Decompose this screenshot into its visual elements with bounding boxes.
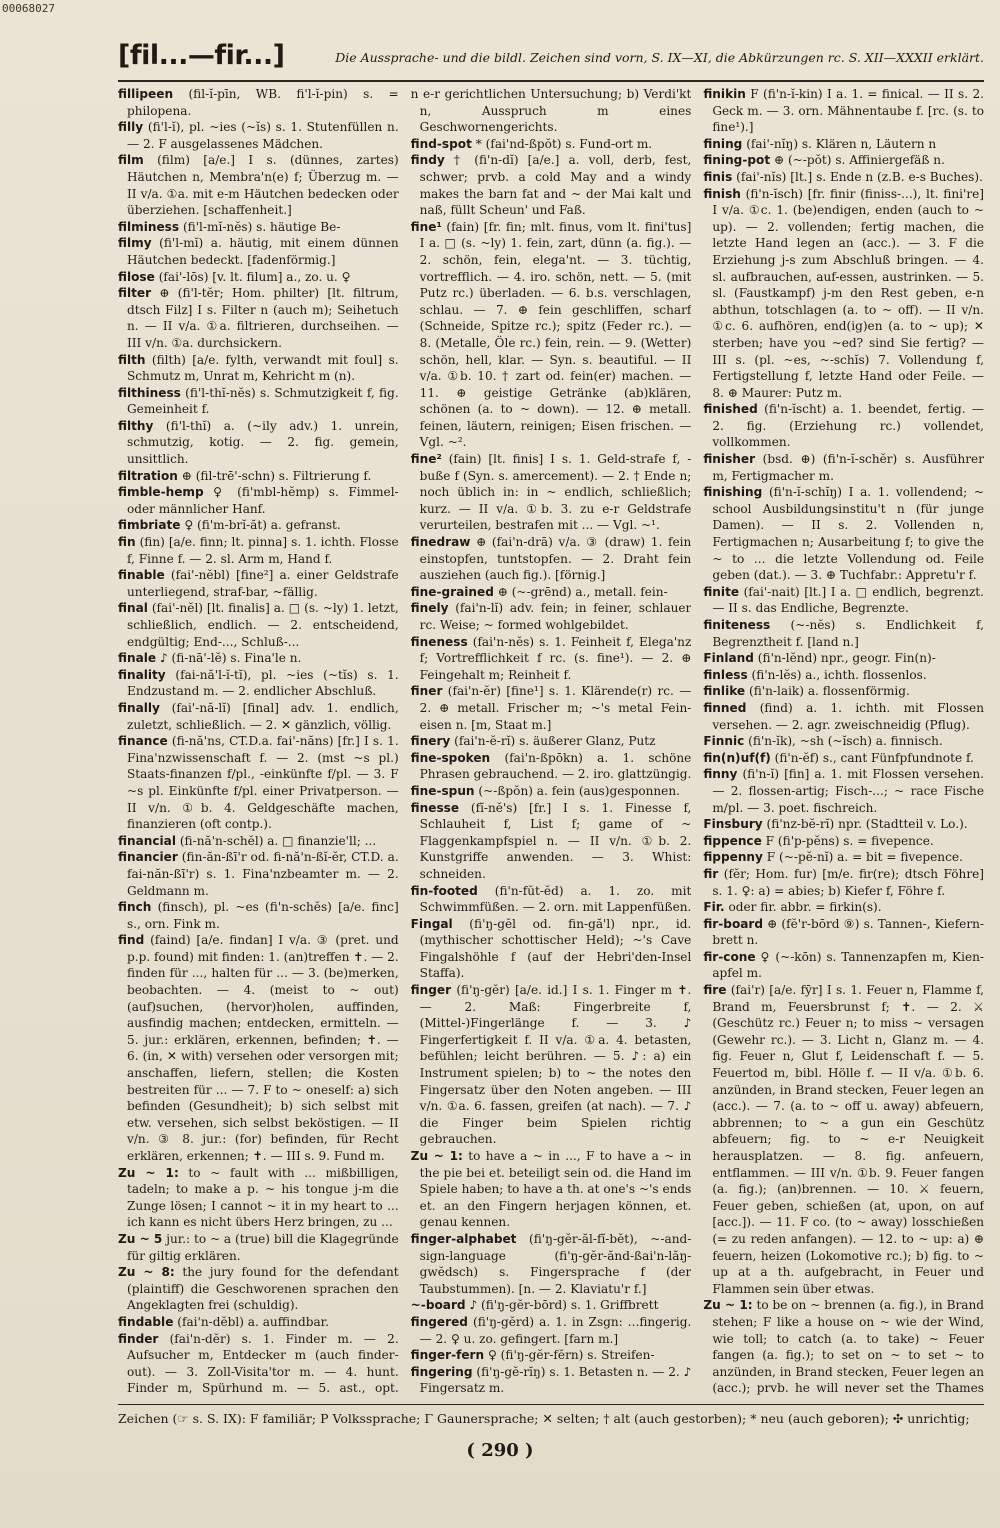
page-number: ( 290 ) <box>466 1440 534 1461</box>
entry-text: (fai'n-lĭ) adv. fein; in feiner, schlauer rc. Weise; ~ formed wohlgebildet. <box>419 601 692 632</box>
entry-headword: finikin <box>703 87 746 101</box>
entry-text: (fil-ĭ-pīn, WB. fi'l-ĭ-pin) s. = philopena. <box>127 87 399 118</box>
entry-headword: fir-board <box>703 916 764 931</box>
dictionary-entry <box>411 1314 692 1347</box>
entry-text: (fai'-nĕbl) [fine²] a. einer Geldstrafe unterliegend, straf-bar, ~fällig. <box>127 568 399 599</box>
entry-headword: finely <box>410 601 449 616</box>
entry-headword: finisher <box>703 452 756 467</box>
entry-headword: fine¹ <box>410 219 442 234</box>
entry-headword: fin(n)uf(f) <box>703 750 771 765</box>
dictionary-entry <box>411 1148 692 1231</box>
entry-text: (fi'nz-bĕ-rĭ) npr. (Stadtteil v. Lo.). <box>766 817 968 832</box>
entry-headword: finger-alphabet <box>410 1231 517 1246</box>
dictionary-entry <box>703 451 984 484</box>
entry-text: (fi'ŋ-gĕ-rĭŋ) s. 1. Betasten n. — 2. ♪ Fingersatz m. <box>419 1364 692 1396</box>
entry-text: (fi'l-mĭ-nĕs) s. häutige Be- <box>182 219 341 234</box>
entry-text: (fi'ŋ-gĕr) [a/e. id.] I s. 1. Finger m ✝. — 2. Maß: Fingerbreite f, (Mittel-)Fingerlänge f. — 3. ♪ Fingerfertigkeit f. II v/a. ①a. 4. betasten, befühlen; leicht berühren. — 5. ♪: a) ein Instrument spielen; b) to ~ the notes den Fingersatz über den Noten angeben. — III v/n. ①a. 6. fassen, greifen (at nach). — 7. ♪ die Finger beim Spielen richtig gebrauchen. <box>419 983 692 1147</box>
dictionary-entry <box>118 1264 399 1314</box>
entry-headword: filly <box>118 120 144 135</box>
dictionary-entry <box>118 733 399 833</box>
dictionary-entry <box>118 269 399 286</box>
entry-text: ⊕ (fi'l-tĕr; Hom. philter) [lt. filtrum, dtsch Filz] I s. Filter n (auch m); Seihetuch n. — II v/a. ①a. filtrieren, durchseihen. — III v/n. ①a. durchsickern. <box>127 286 399 350</box>
entry-text: (fi'ŋ-gĕr-ăl-fĭ-bĕt), ~-and-sign-language (fi'ŋ-gĕr-ănd-ßai'n-lăŋ-gwĕdsch) s. Fingersprache f (der Taubstummen). [n. — 2. Klaviatu'r f.] <box>419 1231 692 1296</box>
entry-text: (fi'n-ĭsch) [fr. finir (finiss-...), lt. fini're] I v/a. ①c. 1. (be)endigen, enden (auch to ~ up). — 2. vollenden; fertig machen, die letzte Hand legen an (acc.). — 3. F die Erziehung j-s zum Abschluß bringen. — 4. sl. aufbrauchen, auf-essen, austrinken. — 5. sl. (Faustkampf) j-m den Rest geben, e-n abthun, totschlagen (a. to ~ off). — II v/n. ①c. 6. aufhören, end(ig)en (a. to ~ up); ✕ sterben; have you ~ed? sind Sie fertig? — III s. (pl. ~es, ~-schĭs) 7. Vollendung f, Fertigstellung f, letzte Hand oder Feile. — 8. ⊕ Maurer: Putz m. <box>712 186 985 400</box>
entry-headword: filth <box>118 352 146 367</box>
entry-text: (fĕr; Hom. fur) [m/e. fir(re); dtsch Föhre] s. 1. ♀: a) = abies; b) Kiefer f, Föhre f. <box>712 866 985 898</box>
entry-text: ♀ (~-kōn) s. Tannenzapfen m, Kien-apfel m. <box>712 949 984 981</box>
dictionary-entry <box>118 1331 399 1398</box>
entry-headword: fingered <box>410 1314 468 1329</box>
entry-text: (fai'n-dĕr) s. 1. Finder m. — 2. Aufsucher m, Entdecker m (auch finder-out). — 3. Zoll-Visita'tor m. — 4. hunt. Finder m, Spürhund m. — 5. ast., opt. <box>127 1331 399 1396</box>
page-id: 00068027 <box>2 2 55 15</box>
dictionary-entry <box>703 617 984 650</box>
dictionary-entry <box>411 916 692 982</box>
dictionary-entry <box>411 152 692 218</box>
entry-headword: finer <box>410 684 443 699</box>
dictionary-entry <box>411 733 692 750</box>
dictionary-entry <box>703 152 984 169</box>
entry-headword: finder <box>118 1331 159 1346</box>
dictionary-entry <box>411 683 692 733</box>
entry-headword: fippenny <box>703 850 763 865</box>
entry-headword: filmy <box>118 236 152 251</box>
entry-text: ♀ (fi'mbl-hĕmp) s. Fimmel- oder männlicher Hanf. <box>127 485 399 516</box>
dictionary-entry <box>118 235 399 268</box>
entry-headword: fingering <box>410 1364 473 1379</box>
entry-headword: Zu ~ 8: <box>118 1265 175 1280</box>
entry-text: (find) a. 1. ichth. mit Flossen versehen. — 2. agr. zweischneidig (Pflug). <box>712 700 984 732</box>
dictionary-entry <box>118 484 399 517</box>
entry-text: (fi'n-lĕs) a., ichth. flossenlos. <box>751 667 927 682</box>
dictionary-entry <box>703 733 984 750</box>
entry-headword: find <box>118 933 145 948</box>
entry-headword: finger <box>410 983 452 998</box>
entry-headword: finedraw <box>410 535 471 550</box>
entry-headword: finny <box>703 767 738 782</box>
entry-text: n e-r gerichtlichen Untersuchung; b) Verdi'kt n, Ausspruch m eines Geschwornengerichts. <box>410 87 692 135</box>
entry-text: (fi-nă'ns, CT.D.a. fai'-năns) [fr.] I s. 1. Fina'nzwissenschaft f. — 2. (mst ~s pl.) Staats-finanzen f/pl., -einkünfte f/pl. — 3. F ~s pl. Einkünfte f/pl. einer Privatperson. — II v/n. ①b. 4. Geldgeschäfte machen, finanzieren (oft contp.). <box>127 734 399 832</box>
page-header <box>118 40 984 82</box>
entry-text: (finsch), pl. ~es (fi'n-schĕs) [a/e. finc] s., orn. Fink m. <box>127 900 399 931</box>
dictionary-entry <box>411 982 692 1148</box>
dictionary-entry <box>118 833 399 850</box>
dictionary-entry <box>703 982 984 1297</box>
entry-headword: Finland <box>703 651 754 666</box>
entry-headword: final <box>118 601 148 616</box>
dictionary-entry <box>703 833 984 850</box>
entry-text: ⊕ (~-grēnd) a., metall. fein- <box>497 584 668 599</box>
entry-text: ♪ (fi'ŋ-gĕr-bōrd) s. 1. Griffbrett <box>469 1298 659 1313</box>
dictionary-entry <box>703 916 984 949</box>
entry-headword: findable <box>118 1314 174 1329</box>
entry-headword: fin <box>118 535 136 550</box>
entry-text: (fai'-nă-lĭ) [final] adv. 1. endlich, zuletzt, schließlich. — 2. ✕ gänzlich, völlig. <box>127 700 399 732</box>
entry-text: (faind) [a/e. findan] I v/a. ③ (pret. und p.p. found) mit finden: 1. (an)treffen ✝. — 2. finden für ..., halten für ... — 3. (be)merken, beobachten. — 4. (meist to ~ out) (auf)suchen, (hervor)holen, auffinden, ausfindig machen; entdecken, ermitteln. — 5. jur.: erklären, erkennen, befinden; ✝. — 6. (in, ✕ with) versehen oder versorgen mit; anschaffen, liefern, stellen; die Kosten bestreiten für ... — 7. F to ~ oneself: a) sich befinden (Gesundheit); b) sich selbst mit etw. versehen, sich selbst beköstigen. — II v/n. ③ 8. jur.: (for) befinden, für Recht erklären, erkennen; ✝. — III s. 9. Fund m. <box>127 933 399 1163</box>
entry-text: (fi'n-ĭ) [fin] a. 1. mit Flossen versehen. — 2. flossen-artig; Fisch-...; ~ race Fische m/pl. — 3. poet. fischreich. <box>712 767 985 815</box>
dictionary-entry <box>411 1347 692 1364</box>
entry-text: (fi'n-laik) a. flossenförmig. <box>749 684 910 699</box>
entry-headword: film <box>118 153 144 168</box>
entry-text: (fi'l-thĭ-nĕs) s. Schmutzigkeit f, fig. Gemeinheit f. <box>127 385 399 417</box>
entry-text: ⊕ (fĕ'r-bōrd ⑨) s. Tannen-, Kiefern-brett n. <box>712 916 985 948</box>
entry-text: (fi'n-fŭt-ĕd) a. 1. zo. mit Schwimmfüßen. — 2. orn. mit Lappenfüßen. <box>419 883 692 915</box>
dictionary-entry <box>118 385 399 418</box>
dictionary-entry <box>118 849 399 899</box>
entry-text: (fain) [lt. finis] I s. 1. Geld-strafe f, -buße f (Syn. s. amercement). — 2. † Ende n; noch üblich in: in ~ endlich, schließlich; kurz. — II v/a. ①b. 3. zu e-r Geldstrafe verurteilen, bestrafen mit ... — Vgl. ~¹. <box>419 452 692 533</box>
entry-text: (fai'r) [a/e. fȳr] I s. 1. Feuer n, Flamme f, Brand m, Feuersbrunst f; ✝. — 2. ⚔ (Geschütz rc.) Feuer n; to miss ~ versagen (Gewehr rc.). — 3. Licht n, Glanz m. — 4. fig. Feuer n, Glut f, Leidenschaft f. — 5. Feuertod m, bibl. Hölle f. — II v/a. ①b. 6. anzünden, in Brand stecken, Feuer legen an (acc.). — 7. (a. to ~ off u. away) abfeuern, abbrennen; to ~ a gun ein Geschütz abfeuern; fig. to ~ e-r Neuigkeit herausplatzen. — 8. fig. anfeuern, entflammen. — III v/n. ①b. 9. Feuer fangen (a. fig.); (an)brennen. — 10. ⚔ feuern, Feuer geben, schießen (at, upon, on auf [acc.]). — 11. F co. (to ~ away) losschießen (= zu reden anfangen). — 12. to ~ up: a) ⊕ feuern, heizen (Lokomotive rc.); b) fig. to ~ up at a th. aufgebracht, in Feuer und Flammen sein über etwas. <box>712 983 985 1296</box>
dictionary-entry <box>118 700 399 733</box>
entry-headword: filtration <box>118 468 178 483</box>
entry-text: ⊕ (fil-trē'-schn) s. Filtrierung f. <box>181 468 372 483</box>
entry-headword: fineness <box>410 634 468 649</box>
entry-text: ♀ (fi'm-brĭ-ăt) a. gefranst. <box>184 518 341 533</box>
dictionary-entry <box>411 534 692 584</box>
entry-headword: fippence <box>703 833 762 848</box>
entry-text: oder fir. abbr. = firkin(s). <box>728 900 882 915</box>
dictionary-entry <box>118 1165 399 1231</box>
dictionary-entry <box>118 1314 399 1331</box>
dictionary-entry <box>703 866 984 899</box>
entry-headword: financial <box>118 833 176 848</box>
dictionary-entry <box>118 667 399 700</box>
entry-text: (fai'-nait) [lt.] I a. □ endlich, begrenzt. — II s. das Endliche, Begrenzte. <box>712 584 985 616</box>
entry-headword: fine-grained <box>410 584 494 599</box>
entry-headword: finned <box>703 700 747 715</box>
dictionary-entry <box>118 418 399 468</box>
dictionary-entry <box>118 1231 399 1264</box>
dictionary-entry <box>703 849 984 866</box>
dictionary-entry <box>411 1364 692 1397</box>
entry-headword: fin-footed <box>410 883 478 898</box>
entry-text: (fai'n-ßpōkn) a. 1. schöne Phrasen gebrauchend. — 2. iro. glattzüngig. <box>419 750 692 782</box>
dictionary-entry <box>703 949 984 982</box>
entry-headword: finis <box>703 169 733 184</box>
entry-text: ♪ (fi-nā'-lĕ) s. Fina'le n. <box>159 651 302 666</box>
dictionary-entry <box>118 219 399 236</box>
entry-headword: find-spot <box>410 136 472 151</box>
entry-text: to be on ~ brennen (a. fig.), in Brand stehen; F like a house on ~ wie der Wind, wie toll; to catch (a. to take) ~ Feuer fangen (a. fig.); to set on ~ to set ~ to anzünden, in Brand stecken, Feuer legen an (acc.); prvb. he will never set the Thames <box>712 1298 985 1396</box>
entry-text: jur.: to ~ a (true) bill die Klagegründe für giltig erklären. <box>127 1231 399 1263</box>
entry-text: (fai'n-ĕr) [fine¹] s. 1. Klärende(r) rc. — 2. ⊕ metall. Frischer m; ~'s metal Fein-eisen n. [m, Staat m.] <box>419 684 692 732</box>
entry-text: F (fi'p-pĕns) s. = fivepence. <box>765 833 934 848</box>
dictionary-entry <box>703 401 984 451</box>
dictionary-entry <box>118 352 399 385</box>
dictionary-entry <box>703 1297 984 1398</box>
entry-text: (fi'n-ĭ-schĭŋ) I a. 1. vollendend; ~ school Ausbildungsinstitu't n (für junge Damen). — II s. 2. Vollenden n, Fertigmachen n; Ausarbeitung f; to give the ~ to ... die letzte Vollendung od. Feile geben (dat.). — 3. ⊕ Tuchfabr.: Appretu'r f. <box>712 485 985 583</box>
entry-headword: Zu ~ 1: <box>118 1165 179 1180</box>
entry-text: ⊕ (fai'n-drā) v/a. ③ (draw) 1. fein einstopfen, tuntstopfen. — 2. Draht fein ausziehen (auch fig.). [förnig.] <box>419 535 692 583</box>
entry-headword: finlike <box>703 684 746 699</box>
entry-headword: finish <box>703 186 741 201</box>
entry-headword: finiteness <box>703 618 771 632</box>
entry-text: (fin) [a/e. finn; lt. pinna] s. 1. ichth. Flosse f, Finne f. — 2. sl. Arm m, Hand f. <box>127 535 399 566</box>
entry-headword: Fingal <box>410 916 453 931</box>
entry-text: (fi'n-ĕf) s., cant Fünfpfundnote f. <box>774 750 974 765</box>
dictionary-entry <box>703 169 984 186</box>
entry-text: (bsd. ⊕) (fi'n-ĭ-schĕr) s. Ausführer m, Fertigmacher m. <box>712 452 984 483</box>
dictionary-entry <box>703 816 984 833</box>
entry-text: (fain) [fr. fin; mlt. finus, vom lt. fini'tus] I a. □ (s. ~ly) 1. fein, zart, dünn (a. fig.). — 2. schön, fein, elega'nt. — 3. tüchtig, vortrefflich. — 4. iro. schön, nett. — 5. (mit Putz rc.) überladen. — 6. b.s. verschlagen, schlau. — 7. ⊕ fein geschliffen, scharf (Schneide, Spitze rc.); spitz (Feder rc.). — 8. (Metalle, Öle rc.) fein, rein. — 9. (Wetter) schön, hell, klar. — Syn. s. beautiful. — II v/a. ①b. 10. † zart od. fein(er) machen. — 11. ⊕ geistige Getränke (ab)klären, schönen (a. to ~ down). — 12. ⊕ metall. feinen, läutern, reinigen; Eisen frischen. — Vgl. ~². <box>419 219 692 450</box>
entry-text: to have a ~ in ..., F to have a ~ in the pie bei et. beteiligt sein od. die Hand im Spiele haben; to have a th. at one's ~'s ends et. an den Fingern herjagen können, et. genau kennen. <box>419 1149 692 1230</box>
entry-headword: filter <box>118 286 152 301</box>
entry-text: † (fi'n-dĭ) [a/e.] a. voll, derb, fest, schwer; prvb. a cold May and a windy makes the barn fat and ~ der Mai kalt und naß, füllt Scheun' und Faß. <box>419 153 692 218</box>
entry-headword: fimble-hemp <box>118 485 204 500</box>
entry-headword: finery <box>410 734 451 749</box>
dictionary-entry <box>411 584 692 601</box>
entry-headword: financier <box>118 850 178 865</box>
dictionary-entry <box>118 650 399 667</box>
dictionary-entry <box>411 1397 692 1398</box>
dictionary-entry <box>411 750 692 783</box>
entry-headword: fimbriate <box>118 518 181 533</box>
entry-text: (fin-ăn-ßī'r od. fi-nă'n-ßĭ-ĕr, CT.D. a. fai-năn-ßī'r) s. 1. Fina'nzbeamter m. — 2. Geldmann m. <box>127 850 399 898</box>
dictionary-entry <box>118 600 399 650</box>
entry-headword: fir <box>703 866 719 881</box>
dictionary-entry <box>118 517 399 534</box>
dictionary-entry <box>411 219 692 451</box>
entry-text: (fi'ŋ-gĕrd) a. 1. in Zsgn: ...fingerig. — 2. ♀ u. zo. gefingert. [farn m.] <box>419 1314 692 1346</box>
entry-text: * (fai'nd-ßpŏt) s. Fund-ort m. <box>475 136 653 151</box>
dictionary-entry <box>411 800 692 883</box>
entry-headword: filthy <box>118 418 154 433</box>
entry-text: the jury found for the defendant (plaintiff) die Geschworenen sprachen den Angeklagten frei (schuldig). <box>127 1265 399 1313</box>
dictionary-entry <box>411 600 692 633</box>
dictionary-entry <box>703 700 984 733</box>
entry-text: (fi'n-ĭscht) a. 1. beendet, fertig. — 2. fig. (Erziehung rc.) vollendet, vollkommen. <box>712 402 985 450</box>
entry-text: (filth) [a/e. fylth, verwandt mit foul] s. Schmutz m, Unrat m, Kehricht m (n). <box>127 352 399 384</box>
dictionary-entry <box>118 899 399 932</box>
column-right <box>703 86 984 1398</box>
entry-headword: finless <box>703 667 748 682</box>
entry-headword: findy <box>410 153 445 168</box>
dictionary-entry <box>411 136 692 153</box>
entry-headword: fine-spoken <box>410 750 491 765</box>
dictionary-entry <box>703 584 984 617</box>
entry-headword: Finnic <box>703 734 745 749</box>
entry-headword: finable <box>118 568 165 583</box>
dictionary-entry <box>118 932 399 1164</box>
entry-headword: finance <box>118 734 168 749</box>
entry-headword: finger-fern <box>410 1348 485 1363</box>
entry-headword: finishing <box>703 485 763 500</box>
running-head: [fil...—fir...] <box>118 40 285 71</box>
entry-headword: finality <box>118 667 166 682</box>
entry-headword: filminess <box>118 219 180 234</box>
entry-text: to ~ fault with ... mißbilligen, tadeln; to make a p. ~ his tongue j-m die Zunge lösen; I cannot ~ it in my heart to ... ich kann es nicht übers Herz bringen, zu ... <box>127 1165 399 1230</box>
entry-headword: finished <box>703 402 758 417</box>
dictionary-entry <box>703 750 984 767</box>
dictionary-entry <box>703 650 984 667</box>
entry-headword: Zu ~ 5 <box>118 1231 163 1246</box>
dictionary-entry <box>118 468 399 485</box>
dictionary-entry <box>703 86 984 136</box>
entry-text: (fi'ŋ-gĕl od. fin-gă'l) npr., id. (mythischer schottischer Held); ~'s Cave Fingalshöhle f (auf der Hebri'den-Insel Staffa). <box>419 916 692 981</box>
columns <box>118 86 984 1398</box>
entry-text: (fi'l-thĭ) a. (~ily adv.) 1. unrein, schmutzig, kotig. — 2. fig. gemein, unsittlich. <box>127 418 399 467</box>
entry-text: (fai'n-nĕs) s. 1. Feinheit f, Elega'nz f; Vortrefflichkeit f rc. (s. fine¹). — 2. ⊕ Feingehalt m; Reinheit f. <box>419 634 692 682</box>
entry-text: (~-nĕs) s. Endlichkeit f, Begrenztheit f. [land n.] <box>712 618 984 649</box>
entry-text: (fi'n-ĭk), ~sh (~ĭsch) a. finnisch. <box>748 734 943 749</box>
entry-headword: fining <box>703 136 743 151</box>
dictionary-entry <box>118 534 399 567</box>
dictionary-entry <box>411 783 692 800</box>
entry-headword: fining-pot <box>703 153 771 168</box>
entry-text: (fi-nă'n-schĕl) a. □ finanzie'll; ... <box>179 833 377 848</box>
dictionary-entry <box>118 86 399 119</box>
entry-text: (fai'-nĭŋ) s. Klären n, Läutern n <box>746 136 937 151</box>
entry-headword: fire <box>703 983 727 998</box>
entry-headword: Zu ~ 1: <box>703 1298 753 1313</box>
entry-text: F (~-pĕ-nĭ) a. = bit = fivepence. <box>766 850 963 865</box>
entry-text: (fĭ-nĕ's) [fr.] I s. 1. Finesse f, Schlauheit f, List f; game of ~ Flaggenkampfspiel n. — II v/n. ①b. 2. Kunstgriffe anwenden. — 3. Whist: schneiden. <box>419 800 692 881</box>
dictionary-entry <box>411 883 692 916</box>
entry-headword: fir-cone <box>703 949 756 964</box>
entry-headword: ~-board <box>410 1298 466 1313</box>
entry-text: (~-ßpŏn) a. fein (aus)gesponnen. <box>478 783 680 798</box>
entry-headword: finesse <box>410 800 460 815</box>
dictionary-entry <box>703 899 984 916</box>
entry-headword: finale <box>118 651 157 666</box>
entry-headword: Fir. <box>703 900 725 915</box>
dictionary-entry <box>411 1297 692 1314</box>
entry-text: F (fi'n-ĭ-kin) I a. 1. = finical. — II s. 2. Geck m. — 3. orn. Mähnentaube f. [rc. (s. to fine¹).] <box>712 87 985 135</box>
entry-text: (fai'-nĕl) [lt. finalis] a. □ (s. ~ly) 1. letzt, schließlich, endlich. — 2. entscheidend, endgültig; End-..., Schluß-... <box>127 601 399 649</box>
entry-text: ♀ (fi'ŋ-gĕr-fĕrn) s. Streifen- <box>488 1348 655 1363</box>
column-left <box>118 86 399 1398</box>
entry-text: (fi'l-ĭ), pl. ~ies (~ĭs) s. 1. Stutenfüllen n. — 2. F ausgelassenes Mädchen. <box>127 120 399 151</box>
dictionary-entry <box>118 119 399 152</box>
dictionary-entry <box>411 86 692 136</box>
entry-headword: fine² <box>410 452 442 467</box>
entry-text: (fi'l-mĭ) a. häutig, mit einem dünnen Häutchen bedeckt. [fadenförmig.] <box>127 236 399 267</box>
dictionary-entry <box>118 285 399 351</box>
entry-headword: filthiness <box>118 385 181 400</box>
entry-headword: filose <box>118 269 155 284</box>
entry-text: (fai-nă'l-ĭ-tĭ), pl. ~ies (~tĭs) s. 1. Endzustand m. — 2. endlicher Abschluß. <box>127 667 399 699</box>
entry-headword: fine-spun <box>410 783 475 798</box>
entry-text: (fai'n-dĕbl) a. auffindbar. <box>177 1314 329 1329</box>
entry-headword: Zu ~ 1: <box>410 1149 463 1163</box>
dictionary-entry <box>703 766 984 816</box>
entry-headword: fillipeen <box>118 87 174 101</box>
entry-text: (fi'n-lĕnd) npr., geogr. Fin(n)- <box>757 651 936 666</box>
entry-headword: finch <box>118 900 152 915</box>
dictionary-entry <box>118 152 399 218</box>
dictionary-entry <box>703 484 984 584</box>
dictionary-entry <box>703 186 984 402</box>
dictionary-entry <box>703 667 984 684</box>
dictionary-entry <box>411 1231 692 1297</box>
dictionary-entry <box>411 451 692 534</box>
entry-text: (fai'-nĭs) [lt.] s. Ende n (z.B. e-s Buches). <box>736 169 983 184</box>
footer-legend: Zeichen (☞ s. S. IX): F familiär; P Volkssprache; Γ Gaunersprache; ✕ selten; † alt (auch gestorben); * neu (auch geboren); ✣ unrichtig; <box>118 1404 984 1426</box>
entry-headword: finally <box>118 700 160 715</box>
entry-text: (fai'n-ĕ-rĭ) s. äußerer Glanz, Putz <box>454 734 656 749</box>
entry-text: (fai'-lōs) [v. lt. filum] a., zo. u. ♀ <box>158 269 351 284</box>
dictionary-entry <box>703 136 984 153</box>
entry-headword: finite <box>703 584 740 599</box>
entry-headword: Finsbury <box>703 817 763 832</box>
dictionary-entry <box>703 683 984 700</box>
column-middle <box>411 86 692 1398</box>
header-note: Die Aussprache- und die bildl. Zeichen sind vorn, S. IX—XI, die Abkürzungen rc. S. XII—XXXII erklärt. <box>335 50 984 65</box>
dictionary-entry <box>411 634 692 684</box>
entry-text: ⊕ (~-pŏt) s. Affiniergefäß n. <box>773 153 945 168</box>
entry-text: (film) [a/e.] I s. (dünnes, zartes) Häutchen n, Membra'n(e) f; Überzug m. — II v/a. ①a. mit e-m Häutchen bedecken oder überziehen. [schaffenheit.] <box>127 153 399 218</box>
dictionary-entry <box>118 567 399 600</box>
